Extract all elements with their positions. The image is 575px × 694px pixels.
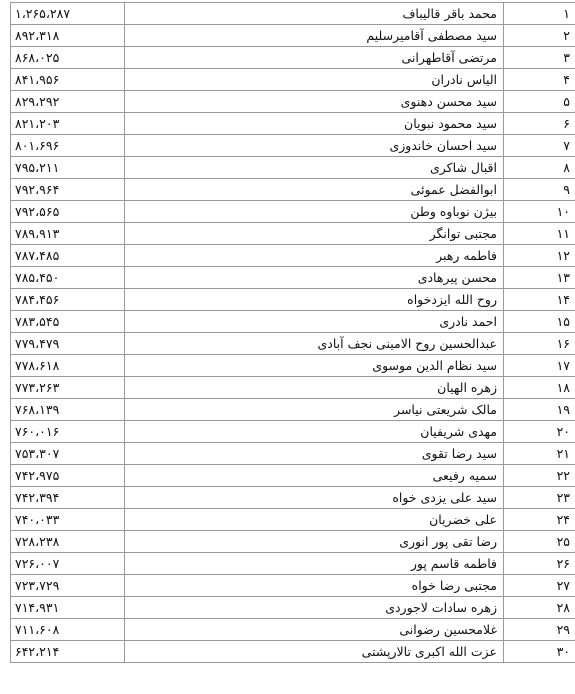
table-row [11, 575, 575, 597]
vote-count-cell: ۷۸۹،۹۱۳ [11, 223, 125, 245]
rank-cell: ۲۹ [504, 619, 575, 641]
rank-cell: ۷ [504, 135, 575, 157]
vote-count-cell: ۷۹۲،۹۶۴ [11, 179, 125, 201]
rank-cell: ۱۹ [504, 399, 575, 421]
rank-cell: ۱۸ [504, 377, 575, 399]
table-row [11, 157, 575, 179]
table-row [11, 333, 575, 355]
rank-cell: ۱۱ [504, 223, 575, 245]
table-row [11, 113, 575, 135]
table-row [11, 3, 575, 25]
table-row [11, 91, 575, 113]
table-row [11, 399, 575, 421]
vote-count-cell: ۸۰۱،۶۹۶ [11, 135, 125, 157]
table-row [11, 443, 575, 465]
rank-cell: ۲۳ [504, 487, 575, 509]
candidate-name-cell: فاطمه قاسم پور [125, 553, 504, 575]
table-row [11, 619, 575, 641]
candidate-name-cell: الیاس نادران [125, 69, 504, 91]
rank-cell: ۲۵ [504, 531, 575, 553]
table-row [11, 531, 575, 553]
results-table [10, 2, 575, 663]
vote-count-cell: ۷۲۳،۷۲۹ [11, 575, 125, 597]
vote-count-cell: ۶۴۲،۲۱۴ [11, 641, 125, 663]
rank-cell: ۵ [504, 91, 575, 113]
candidate-name-cell: مرتضی آقاطهرانی [125, 47, 504, 69]
candidate-name-cell: ابوالفضل عموئی [125, 179, 504, 201]
table-row [11, 421, 575, 443]
vote-count-cell: ۷۸۵،۴۵۰ [11, 267, 125, 289]
vote-count-cell: ۷۷۸،۶۱۸ [11, 355, 125, 377]
candidate-name-cell: احمد نادری [125, 311, 504, 333]
rank-cell: ۳۰ [504, 641, 575, 663]
vote-count-cell: ۷۸۳،۵۴۵ [11, 311, 125, 333]
table-row [11, 47, 575, 69]
vote-count-cell: ۷۸۷،۴۸۵ [11, 245, 125, 267]
table-row [11, 553, 575, 575]
rank-cell: ۱۴ [504, 289, 575, 311]
rank-cell: ۱۳ [504, 267, 575, 289]
table-row [11, 597, 575, 619]
results-table-body [11, 3, 575, 663]
candidate-name-cell: سید علی یزدی خواه [125, 487, 504, 509]
candidate-name-cell: سید مصطفی آقامیرسلیم [125, 25, 504, 47]
vote-count-cell: ۸۶۸،۰۲۵ [11, 47, 125, 69]
candidate-name-cell: اقبال شاکری [125, 157, 504, 179]
vote-count-cell: ۷۲۶،۰۰۷ [11, 553, 125, 575]
rank-cell: ۲۲ [504, 465, 575, 487]
candidate-name-cell: علی خضریان [125, 509, 504, 531]
table-row [11, 223, 575, 245]
candidate-name-cell: مجتبی رضا خواه [125, 575, 504, 597]
rank-cell: ۲ [504, 25, 575, 47]
rank-cell: ۱۷ [504, 355, 575, 377]
candidate-name-cell: سمیه رفیعی [125, 465, 504, 487]
vote-count-cell: ۷۱۱،۶۰۸ [11, 619, 125, 641]
candidate-name-cell: زهره الهیان [125, 377, 504, 399]
rank-cell: ۲۰ [504, 421, 575, 443]
table-row [11, 311, 575, 333]
vote-count-cell: ۸۲۹،۲۹۲ [11, 91, 125, 113]
vote-count-cell: ۷۸۴،۴۵۶ [11, 289, 125, 311]
vote-count-cell: ۷۴۰،۰۳۳ [11, 509, 125, 531]
table-row [11, 267, 575, 289]
table-row [11, 487, 575, 509]
vote-count-cell: ۷۶۰،۰۱۶ [11, 421, 125, 443]
table-row [11, 245, 575, 267]
vote-count-cell: ۷۷۹،۴۷۹ [11, 333, 125, 355]
candidate-name-cell: مجتبی توانگر [125, 223, 504, 245]
vote-count-cell: ۸۲۱،۲۰۳ [11, 113, 125, 135]
table-row [11, 509, 575, 531]
rank-cell: ۱ [504, 3, 575, 25]
rank-cell: ۲۸ [504, 597, 575, 619]
candidate-name-cell: عزت الله اکبری تالارپشتی [125, 641, 504, 663]
candidate-name-cell: محسن پیرهادی [125, 267, 504, 289]
candidate-name-cell: روح الله ایزدخواه [125, 289, 504, 311]
table-row [11, 179, 575, 201]
vote-count-cell: ۷۹۵،۲۱۱ [11, 157, 125, 179]
candidate-name-cell: مالک شریعتی نیاسر [125, 399, 504, 421]
candidate-name-cell: رضا تقی پور انوری [125, 531, 504, 553]
rank-cell: ۲۴ [504, 509, 575, 531]
table-row [11, 355, 575, 377]
vote-count-cell: ۷۲۸،۲۳۸ [11, 531, 125, 553]
rank-cell: ۱۲ [504, 245, 575, 267]
candidate-name-cell: بیژن نوباوه وطن [125, 201, 504, 223]
rank-cell: ۴ [504, 69, 575, 91]
table-row [11, 465, 575, 487]
candidate-name-cell: سید محسن دهنوی [125, 91, 504, 113]
vote-count-cell: ۷۴۲،۹۷۵ [11, 465, 125, 487]
vote-count-cell: ۷۷۳،۲۶۳ [11, 377, 125, 399]
candidate-name-cell: زهره سادات لاجوردی [125, 597, 504, 619]
rank-cell: ۸ [504, 157, 575, 179]
rank-cell: ۱۶ [504, 333, 575, 355]
vote-count-cell: ۷۱۴،۹۳۱ [11, 597, 125, 619]
rank-cell: ۲۱ [504, 443, 575, 465]
rank-cell: ۱۵ [504, 311, 575, 333]
candidate-name-cell: محمد باقر قالیباف [125, 3, 504, 25]
candidate-name-cell: غلامحسین رضوانی [125, 619, 504, 641]
rank-cell: ۲۷ [504, 575, 575, 597]
vote-count-cell: ۷۵۳،۳۰۷ [11, 443, 125, 465]
results-sheet [10, 2, 568, 663]
rank-cell: ۲۶ [504, 553, 575, 575]
vote-count-cell: ۷۴۲،۳۹۴ [11, 487, 125, 509]
candidate-name-cell: عبدالحسین روح الامینی نجف آبادی [125, 333, 504, 355]
candidate-name-cell: مهدی شریفیان [125, 421, 504, 443]
rank-cell: ۱۰ [504, 201, 575, 223]
table-row [11, 201, 575, 223]
vote-count-cell: ۸۹۲،۳۱۸ [11, 25, 125, 47]
table-row [11, 377, 575, 399]
candidate-name-cell: سید احسان خاندوزی [125, 135, 504, 157]
candidate-name-cell: سید نظام الدین موسوی [125, 355, 504, 377]
candidate-name-cell: سید رضا تقوی [125, 443, 504, 465]
vote-count-cell: ۷۶۸،۱۳۹ [11, 399, 125, 421]
candidate-name-cell: فاطمه رهبر [125, 245, 504, 267]
table-row [11, 69, 575, 91]
vote-count-cell: ۱،۲۶۵،۲۸۷ [11, 3, 125, 25]
table-row [11, 25, 575, 47]
rank-cell: ۹ [504, 179, 575, 201]
rank-cell: ۳ [504, 47, 575, 69]
vote-count-cell: ۸۴۱،۹۵۶ [11, 69, 125, 91]
rank-cell: ۶ [504, 113, 575, 135]
table-row [11, 135, 575, 157]
table-row [11, 641, 575, 663]
table-row [11, 289, 575, 311]
vote-count-cell: ۷۹۲،۵۶۵ [11, 201, 125, 223]
candidate-name-cell: سید محمود نبویان [125, 113, 504, 135]
